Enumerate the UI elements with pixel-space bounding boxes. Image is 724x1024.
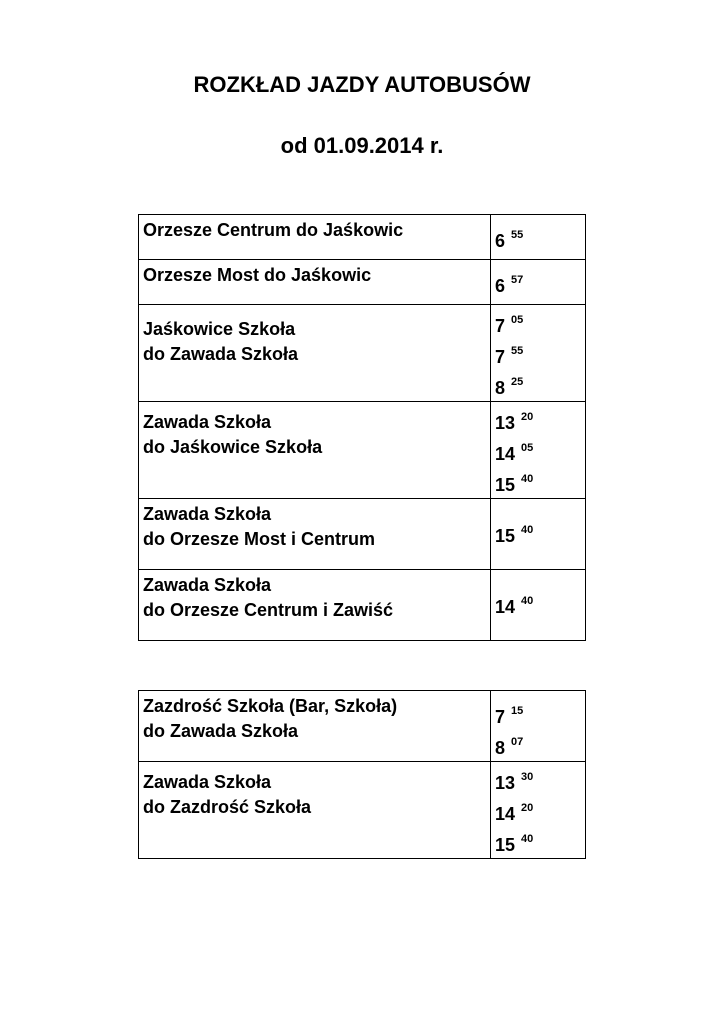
time-hour: 14 xyxy=(495,804,516,824)
route-line: Orzesze Centrum do Jaśkowic xyxy=(143,220,404,240)
time-hour: 15 xyxy=(495,835,516,855)
time-minutes: 57 xyxy=(511,274,524,286)
table-row xyxy=(139,691,586,762)
table-row xyxy=(139,762,586,859)
times-cell xyxy=(491,762,586,859)
route-line: Orzesze Most do Jaśkowic xyxy=(143,265,372,285)
time-hour: 7 xyxy=(495,347,506,367)
time-entry xyxy=(495,796,581,827)
time-hour: 14 xyxy=(495,597,516,617)
route-line: do Zawada Szkoła xyxy=(143,344,299,364)
time-entry xyxy=(495,339,581,370)
time-entry xyxy=(495,765,581,796)
route-line: Zawada Szkoła xyxy=(143,504,272,524)
times-cell xyxy=(491,402,586,499)
time-entry xyxy=(495,268,581,299)
page-title: ROZKŁAD JAZDY AUTOBUSÓW xyxy=(193,72,531,97)
schedule-table-1 xyxy=(138,214,586,641)
time-minutes: 55 xyxy=(511,345,524,357)
time-minutes: 15 xyxy=(511,705,524,717)
time-minutes: 30 xyxy=(521,771,534,783)
route-line: do Jaśkowice Szkoła xyxy=(143,437,323,457)
time-entry xyxy=(495,589,581,620)
route-line: Zazdrość Szkoła (Bar, Szkoła) xyxy=(143,696,398,716)
time-hour: 8 xyxy=(495,378,506,398)
time-hour: 13 xyxy=(495,773,516,793)
time-entry xyxy=(495,405,581,436)
time-minutes: 25 xyxy=(511,376,524,388)
table-row xyxy=(139,215,586,260)
time-minutes: 07 xyxy=(511,736,524,748)
times-cell xyxy=(491,305,586,402)
time-hour: 15 xyxy=(495,475,516,495)
time-hour: 6 xyxy=(495,231,506,251)
time-entry xyxy=(495,699,581,730)
time-entry xyxy=(495,518,581,549)
time-minutes: 20 xyxy=(521,411,534,423)
route-line: do Zawada Szkoła xyxy=(143,721,299,741)
time-hour: 6 xyxy=(495,276,506,296)
time-entry xyxy=(495,730,581,761)
time-minutes: 40 xyxy=(521,595,534,607)
time-minutes: 40 xyxy=(521,833,534,845)
route-line: do Orzesze Centrum i Zawiść xyxy=(143,600,394,620)
route-cell xyxy=(139,260,491,305)
time-entry xyxy=(495,827,581,858)
time-hour: 7 xyxy=(495,707,506,727)
route-cell xyxy=(139,691,491,762)
times-cell xyxy=(491,215,586,260)
times-cell xyxy=(491,260,586,305)
route-cell xyxy=(139,402,491,499)
time-minutes: 05 xyxy=(511,314,524,326)
page-subtitle-date: od 01.09.2014 r. xyxy=(280,133,444,158)
times-cell xyxy=(491,691,586,762)
route-line: do Orzesze Most i Centrum xyxy=(143,529,376,549)
times-cell xyxy=(491,570,586,641)
route-cell xyxy=(139,762,491,859)
table-row xyxy=(139,260,586,305)
time-entry xyxy=(495,370,581,401)
route-line: Zawada Szkoła xyxy=(143,575,272,595)
time-minutes: 40 xyxy=(521,524,534,536)
time-hour: 15 xyxy=(495,526,516,546)
time-hour: 7 xyxy=(495,316,506,336)
route-line: Zawada Szkoła xyxy=(143,412,272,432)
time-entry xyxy=(495,467,581,498)
route-cell xyxy=(139,305,491,402)
time-minutes: 05 xyxy=(521,442,534,454)
time-hour: 8 xyxy=(495,738,506,758)
time-hour: 13 xyxy=(495,413,516,433)
route-cell xyxy=(139,570,491,641)
time-entry xyxy=(495,436,581,467)
table-row xyxy=(139,305,586,402)
table-row xyxy=(139,570,586,641)
route-cell xyxy=(139,215,491,260)
times-cell xyxy=(491,499,586,570)
schedule-table-2 xyxy=(138,690,586,859)
table-row xyxy=(139,499,586,570)
time-entry xyxy=(495,223,581,254)
time-minutes: 40 xyxy=(521,473,534,485)
time-hour: 14 xyxy=(495,444,516,464)
time-minutes: 20 xyxy=(521,802,534,814)
time-minutes: 55 xyxy=(511,229,524,241)
route-cell xyxy=(139,499,491,570)
route-line: Jaśkowice Szkoła xyxy=(143,319,296,339)
route-line: do Zazdrość Szkoła xyxy=(143,797,312,817)
time-entry xyxy=(495,308,581,339)
route-line: Zawada Szkoła xyxy=(143,772,272,792)
table-row xyxy=(139,402,586,499)
